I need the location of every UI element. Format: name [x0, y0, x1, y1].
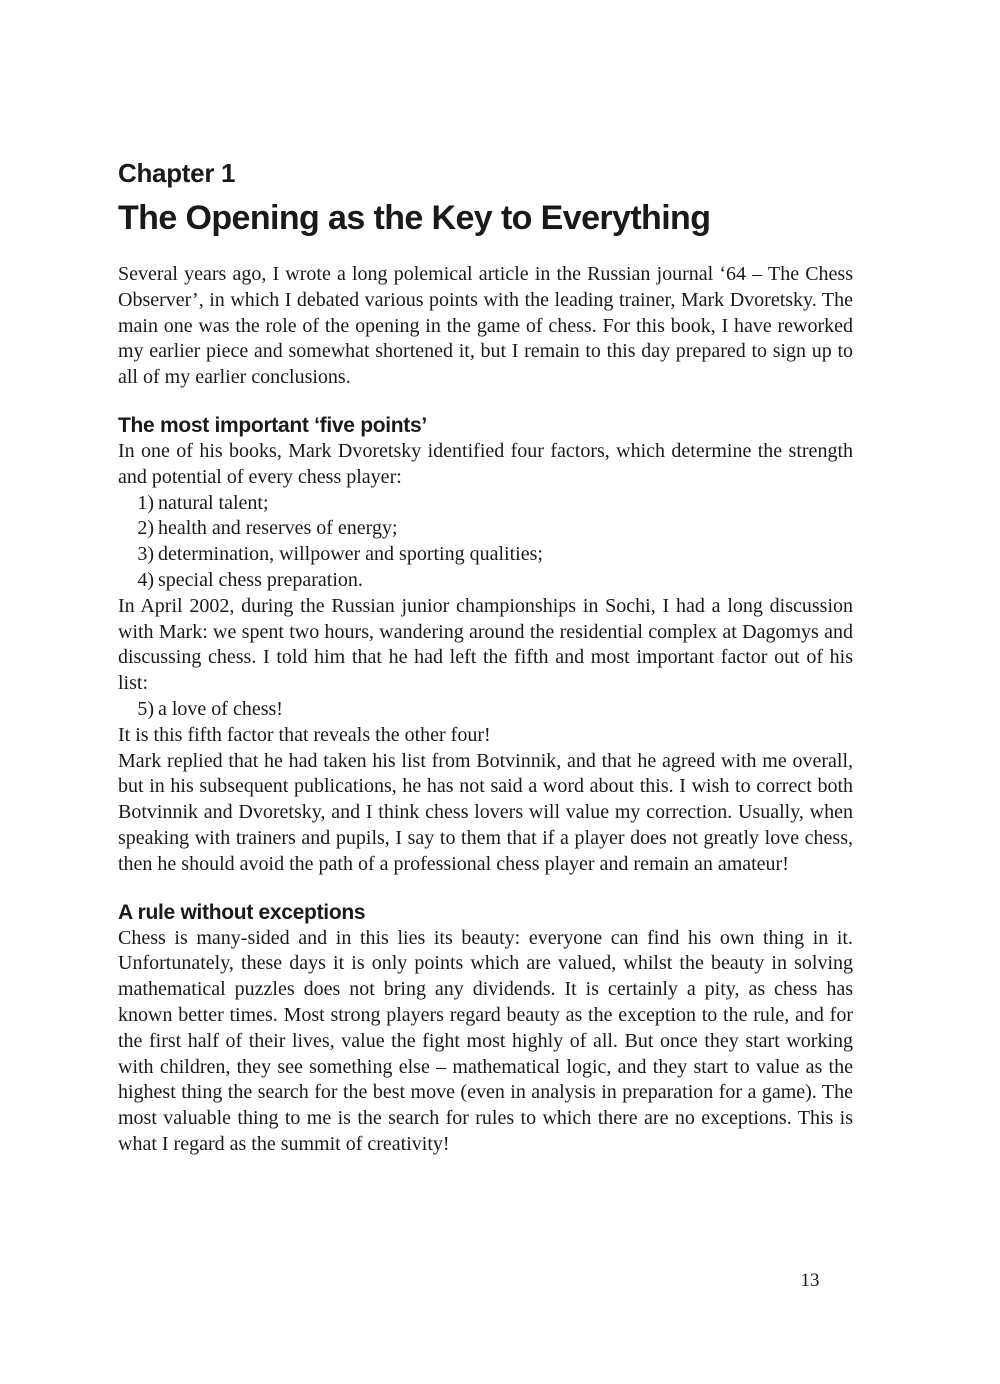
list-item-text: special chess preparation. [158, 568, 363, 591]
factor-list [118, 491, 853, 594]
chapter-label: Chapter 1 [118, 158, 236, 188]
list-item [118, 568, 853, 594]
intro-paragraph: Several years ago, I wrote a long polemical article in the Russian journal ‘64 – The Chess Observer’, in which I debated various points with the leading trainer, Mark Dvoretsky. The main one was the role of the opening in the game of chess. For this book, I have reworked my earlier piece and somewhat shortened it, but I remain to this day prepared to sign up to all of my earlier conclusions. [118, 263, 853, 389]
list-item-text: natural talent; [158, 491, 269, 514]
list-item [118, 697, 853, 723]
list-item-text: determination, willpower and sporting qualities; [158, 543, 543, 566]
list-item-number: 4) [137, 568, 154, 591]
section1-paragraph-1: In one of his books, Mark Dvoretsky identified four factors, which determine the strength and potential of every chess player: [118, 439, 853, 488]
chapter-title: The Opening as the Key to Everything [118, 199, 711, 237]
section-heading-rule: A rule without exceptions [118, 900, 366, 924]
section2-paragraph-1: Chess is many-sided and in this lies its beauty: everyone can find his own thing in it. Unfortunately, these days it is only points which are valued, whilst the beauty in solving mathematical puzzles does not bring any dividends. It is certainly a pity, as chess has known better times. Most strong players regard beauty as the exception to the rule, and for the first half of their lives, value the fight most highly of all. But once they start working with children, they see something else – mathematical logic, and they start to value as the highest thing the search for the best move (even in analysis in preparation for a game). The most valuable thing to me is the search for rules to which there are no exceptions. This is what I regard as the summit of creativity! [118, 926, 853, 1155]
list-item-number: 1) [137, 491, 154, 514]
section1-paragraph-2: In April 2002, during the Russian junior championships in Sochi, I had a long discussion with Mark: we spent two hours, wandering around the residential complex at Dagomys and discussing chess. I told him that he had left the fifth and most important factor out of his list: [118, 594, 853, 695]
list-item-number: 5) [137, 697, 154, 720]
list-item-number: 3) [137, 543, 154, 566]
page-content [118, 150, 853, 1158]
list-item-text: health and reserves of energy; [158, 517, 398, 540]
page-number: 13 [800, 1270, 820, 1291]
section-heading-five-points: The most important ‘five points’ [118, 413, 427, 437]
list-item-number: 2) [137, 517, 154, 540]
section1-paragraph-3: It is this fifth factor that reveals the other four! [118, 723, 491, 746]
list-item [118, 491, 853, 517]
list-item [118, 516, 853, 542]
list-item [118, 542, 853, 568]
factor-list-fifth [118, 697, 853, 723]
list-item-text: a love of chess! [158, 697, 283, 720]
section1-paragraph-4: Mark replied that he had taken his list from Botvinnik, and that he agreed with me overall, but in his subsequent publications, he has not said a word about this. I wish to correct both Botvinnik and Dvoretsky, and I think chess lovers will value my correction. Usually, when speaking with trainers and pupils, I say to them that if a player does not greatly love chess, then he should avoid the path of a professional chess player and remain an amateur! [118, 749, 853, 875]
